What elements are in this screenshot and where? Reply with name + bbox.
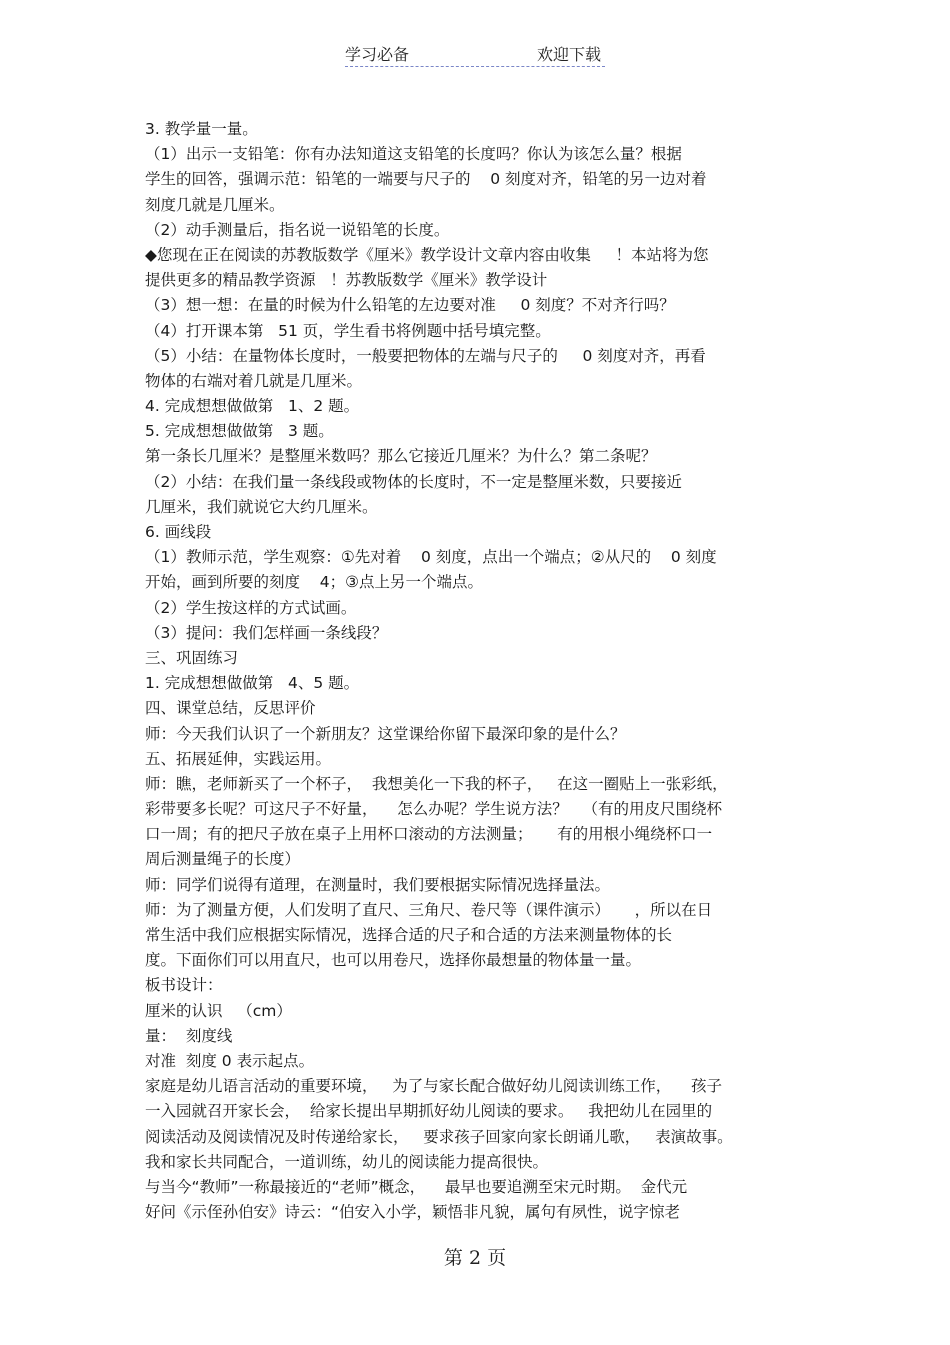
text-line: 师：今天我们认识了一个新朋友？这堂课给你留下最深印象的是什么？ [145, 724, 626, 743]
text-line: 我和家长共同配合，一道训练，幼儿的阅读能力提高很快。 [145, 1152, 549, 1171]
text-line: （4）打开课本第 51 页，学生看书将例题中括号填完整。 [145, 321, 551, 340]
text-line: 阅读活动及阅读情况及时传递给家长， 要求孩子回家向家长朗诵儿歌， 表演故事。 [145, 1127, 733, 1146]
text-line: 师：为了测量方便，人们发明了直尺、三角尺、卷尺等（课件演示） ，所以在日 [145, 900, 713, 919]
text-line: （3）提问：我们怎样画一条线段？ [145, 623, 388, 642]
page-header [345, 42, 605, 67]
text-line: 五、拓展延伸，实践运用。 [145, 749, 332, 768]
document-body [145, 117, 807, 1225]
text-line: 3. 教学量一量。 [145, 120, 258, 138]
text-line: （2）小结：在我们量一条线段或物体的长度时，不一定是整厘米数，只要接近 [145, 472, 682, 491]
text-line: ◆您现在正在阅读的苏教版数学《厘米》教学设计文章内容由收集 ！本站将为您 [145, 245, 709, 264]
text-line: （2）学生按这样的方式试画。 [145, 598, 357, 617]
header-left-text: 学习必备 [345, 45, 410, 64]
text-line: 厘米的认识 （cm） [145, 1001, 292, 1020]
text-line: 4. 完成想想做做第 1、2 题。 [145, 397, 360, 416]
text-line: 提供更多的精品教学资源 ！苏教版数学《厘米》教学设计 [145, 271, 548, 290]
text-line: 一入园就召开家长会， 给家长提出早期抓好幼儿阅读的要求。 我把幼儿在园里的 [145, 1102, 713, 1121]
text-line: 彩带要多长呢？可这尺子不好量， 怎么办呢？学生说方法？ （有的用皮尺围绕杯 [145, 800, 722, 819]
text-line: 开始，画到所要的刻度 4；③点上另一个端点。 [145, 573, 483, 592]
text-line: 6. 画线段 [145, 523, 212, 541]
text-line: 5. 完成想想做做第 3 题。 [145, 422, 334, 441]
text-line: 师：同学们说得有道理，在测量时，我们要根据实际情况选择量法。 [145, 875, 611, 894]
text-line: 好问《示侄孙伯安》诗云：“伯安入小学，颖悟非凡貌，属句有夙性，说字惊老 [145, 1203, 681, 1222]
text-line: （3）想一想：在量的时候为什么铅笔的左边要对准 0 刻度？不对齐行吗？ [145, 296, 675, 315]
text-line: 量： 刻度线 [145, 1026, 233, 1045]
text-line: 四、课堂总结，反思评价 [145, 699, 316, 718]
text-line: （2）动手测量后，指名说一说铅笔的长度。 [145, 220, 450, 239]
text-line: 常生活中我们应根据实际情况，选择合适的尺子和合适的方法来测量物体的长 [145, 926, 673, 944]
page-number: 第 2 页 [443, 1247, 507, 1269]
header-right-text: 欢迎下载 [536, 45, 601, 64]
text-line: 家庭是幼儿语言活动的重要环境， 为了与家长配合做好幼儿阅读训练工作， 孩子 [145, 1077, 722, 1096]
text-line: （5）小结：在量物体长度时，一般要把物体的左端与尺子的 0 刻度对齐，再看 [145, 346, 706, 365]
text-line: 与当今“教师”一称最接近的“老师”概念， 最早也要追溯至宋元时期。 金代元 [145, 1177, 688, 1196]
text-line: 几厘米，我们就说它大约几厘米。 [145, 497, 378, 516]
text-line: 对准 刻度 0 表示起点。 [145, 1051, 315, 1070]
text-line: 物体的右端对着几就是几厘米。 [145, 371, 363, 390]
text-line: 板书设计： [145, 976, 223, 995]
text-line: 师：瞧，老师新买了一个杯子， 我想美化一下我的杯子， 在这一圈贴上一张彩纸， [145, 774, 728, 793]
text-line: （1）教师示范，学生观察：①先对着 0 刻度，点出一个端点；②从尺的 0 刻度 [145, 548, 717, 567]
text-line: 度。下面你们可以用直尺，也可以用卷尺，选择你最想量的物体量一量。 [145, 951, 642, 970]
text-line: 第一条长几厘米？是整厘米数吗？那么它接近几厘米？为什么？第二条呢？ [145, 447, 657, 466]
text-line: 口一周；有的把尺子放在桌子上用杯口滚动的方法测量； 有的用根小绳绕杯口一 [145, 825, 713, 844]
text-line: 学生的回答，强调示范：铅笔的一端要与尺子的 0 刻度对齐，铅笔的另一边对着 [145, 170, 707, 189]
text-line: 刻度几就是几厘米。 [145, 195, 285, 214]
text-line: 周后测量绳子的长度） [145, 850, 301, 869]
text-line: （1）出示一支铅笔：你有办法知道这支铅笔的长度吗？你认为该怎么量？根据 [145, 145, 682, 164]
text-line: 三、巩固练习 [145, 648, 239, 667]
text-line: 1. 完成想想做做第 4、5 题。 [145, 674, 360, 693]
